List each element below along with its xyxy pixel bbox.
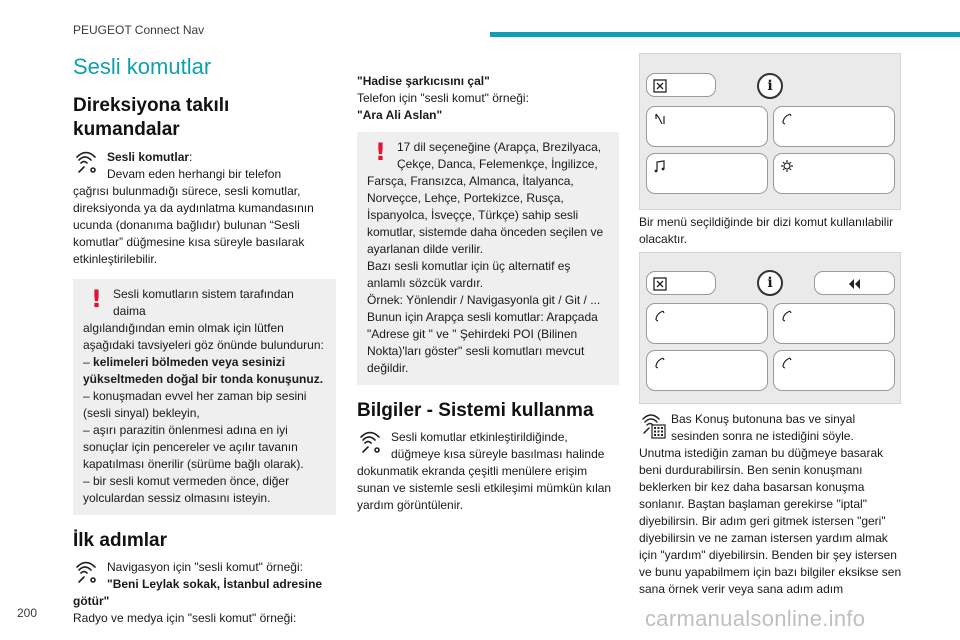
info-paragraph [357,429,619,514]
music-icon [653,159,667,173]
nav-example-intro: Navigasyon için "sesli komut" örneği: [107,560,303,574]
heading-first-steps: İlk adımlar [73,530,167,551]
heading-info-system: Bilgiler - Sistemi kullanma [357,400,594,421]
info-button[interactable]: i [757,73,783,99]
back-icon [847,277,861,291]
tile-command-1[interactable] [646,303,768,344]
tile-command-4[interactable] [773,350,895,391]
voice-command-line1: Devam eden herhangi bir telefon [107,167,282,181]
warning-box-1 [73,279,336,515]
tile-close[interactable] [646,271,716,295]
warning2-example: Örnek: Yönlendir / Navigasyonla git / Git / ... [367,293,601,307]
phone-icon [653,309,667,323]
phone-example-intro: Telefon için "sesli komut" örneği: [357,91,529,105]
warning-icon: ! [375,138,386,166]
push-to-talk-icon [639,411,667,439]
settings-icon [780,159,794,173]
tile-back[interactable] [814,271,895,295]
warning1-item1-dash: – [83,355,90,369]
nav-example-paragraph [73,559,336,627]
warning1-line1: Sesli komutların sistem tarafından daima [113,287,294,318]
section-title: Sesli komutlar [73,54,212,79]
song-command: "Hadise şarkıcısını çal" [357,74,490,88]
voice-command-paragraph [73,149,336,268]
warning-icon: ! [91,285,102,313]
info-line2: düğmeye kısa süreyle basılması halinde [391,447,605,461]
menu-commands-text: Bir menü seçildiğinde bir dizi komut kullanılabilir olacaktır. [639,215,894,246]
voice-command-icon [357,429,385,457]
warning2-line2: Çekçe, Danca, Felemenkçe, İngilizce, [397,157,598,171]
tile-command-2[interactable] [773,303,895,344]
tile-phone[interactable] [773,106,895,147]
phone-icon [780,112,794,126]
talk-line1: Bas Konuş butonuna bas ve sinyal [671,412,856,426]
screen-main-menu [639,53,901,210]
header-title: PEUGEOT Connect Nav [73,23,205,37]
warning2-line1: 17 dil seçeneğine (Arapça, Brezilyaca, [397,140,602,154]
tile-settings[interactable] [773,153,895,194]
warning1-item1: kelimeleri bölmeden veya sesinizi yükseltmeden doğal bir tonda konuşunuz. [83,355,324,386]
warning2-arabic-note: Bunun için Arapça sesli komutlar: Arapçada "Adrese git " ve " Şehirdeki POI (Bilinen Nokta)'ları göster" sesli komutları mevcut değildir. [367,310,598,375]
close-box-icon [653,79,667,93]
tile-navigation[interactable] [646,106,768,147]
column-1 [73,94,336,627]
info-line1: Sesli komutlar etkinleştirildiğinde, [391,430,568,444]
talk-paragraph [639,411,905,598]
watermark: carmanualsonline.info [645,606,866,631]
talk-rest: Unutma istediğin zaman bu düğmeye basarak beni durdurabilirsin. Ben senin konuşmanı beklerken bir kez daha basarsan konuşma sonlanır. Baştan başlaman gerekirse "iptal" diyebilirsin. Bir adım geri gitmek istersen "geri" diyebilirsin ve ne zaman istersen yardım almak için "yardım" diyebilirsin. Benden bir şey istersen ve bunu yapabilmem için bazı bilgiler eksikse sen sana örnek verir veya sana adım adım [639,446,902,596]
warning1-line2: algılandığından emin olmak için lütfen [83,321,284,335]
warning-box-2 [357,132,619,385]
tile-media[interactable] [646,153,768,194]
voice-command-label: Sesli komutlar [107,150,190,164]
screen-submenu [639,252,901,404]
page-number: 200 [17,606,38,620]
navigation-icon [653,112,667,126]
header-accent-bar [490,32,960,37]
tile-close[interactable] [646,73,716,97]
voice-command-icon [73,149,101,177]
phone-icon [780,309,794,323]
voice-command-rest: çağrısı bulunmadığı sürece, sesli komutlar, direksiyonda ya da aydınlatma kumandasının ucunda (donanıma bağlıdır) bulunan “Sesli komutlar” düğmesine kısa süreyle basılarak etkinleştirilebilir. [73,184,314,266]
phone-icon [780,356,794,370]
warning1-item3: – aşırı parazitin önlenmesi adına en iyi sonuçlar için pencereler ve açılır tavanın kapatılması önerilir (sürüme bağlı olarak). [83,423,304,471]
warning2-rest: Farsça, Fransızca, Almanca, İtalyanca, Norveçce, Lehçe, Portekizce, Rusça, İspanyolca, İsveççe, Türkçe) sahip sesli komutlar, sistemde daha önceden seçilen ve ayarlanan dilde verilir. [367,174,604,256]
warning1-item4: – bir sesli komut vermeden önce, diğer yolculardan sessiz olmasını isteyin. [83,474,290,505]
phone-icon [653,356,667,370]
phone-command: "Ara Ali Aslan" [357,108,443,122]
info-rest: dokunmatik ekranda çeşitli menülere erişim sunan ve sistemle sesli etkileşimi mümkün kılan yardım görüntülenir. [357,464,612,512]
tile-command-3[interactable] [646,350,768,391]
voice-label-colon: : [189,150,193,164]
media-example-intro: Radyo ve medya için "sesli komut" örneği: [73,611,297,625]
close-box-icon [653,277,667,291]
talk-line2: sesinden sonra ne istediğini söyle. [671,429,854,443]
warning1-line3: aşağıdaki tavsiyeleri göz önünde bulundurun: [83,338,324,352]
warning2-synonyms: Bazı sesli komutlar için üç alternatif eş anlamlı sözcük vardır. [367,259,571,290]
column-2 [357,73,619,514]
voice-command-icon [73,559,101,587]
warning1-item2: – konuşmadan evvel her zaman bip sesini (sesli sinyal) bekleyin, [83,389,307,420]
heading-steering-controls: Direksiyona takılı kumandalar [73,95,230,140]
info-button[interactable]: i [757,270,783,296]
nav-example-command: "Beni Leylak sokak, İstanbul adresine götür" [73,577,323,608]
